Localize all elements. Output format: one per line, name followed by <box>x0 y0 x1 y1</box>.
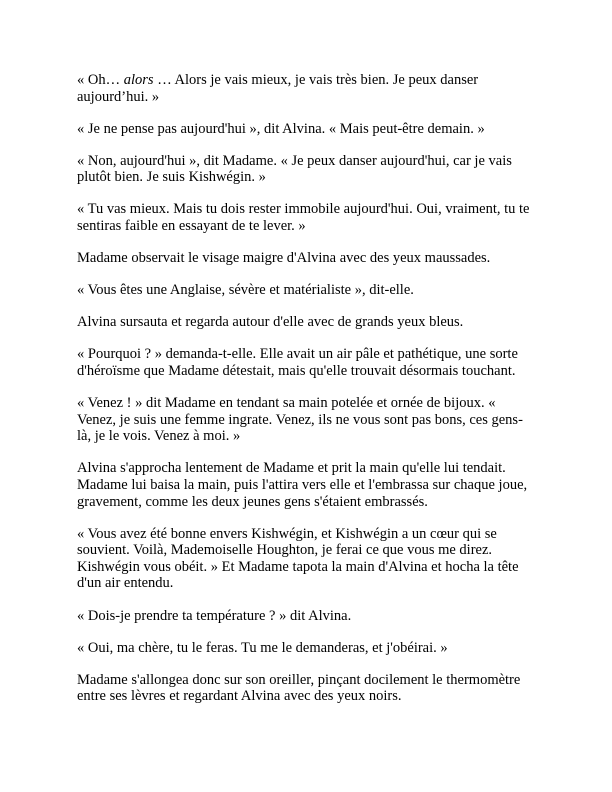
paragraph-9: « Venez ! » dit Madame en tendant sa main potelée et ornée de bijoux. « Venez, je suis une femme ingrate. Venez, ils ne vous sont pas bons, ces gens-là, je le vois. Venez à moi. » <box>77 395 523 445</box>
paragraph-13: « Oui, ma chère, tu le feras. Tu me le demanderas, et j'obéirai. » <box>77 639 448 656</box>
paragraph-6: « Vous êtes une Anglaise, sévère et matérialiste », dit-elle. <box>77 282 414 299</box>
paragraph-5: Madame observait le visage maigre d'Alvina avec des yeux maussades. <box>77 250 491 267</box>
paragraph-14: Madame s'allongea donc sur son oreiller, pinçant docilement le thermomètre entre ses lèvres et regardant Alvina avec des yeux noirs. <box>77 671 521 705</box>
paragraph-10: Alvina s'approcha lentement de Madame et prit la main qu'elle lui tendait. Madame lui baisa la main, puis l'attira vers elle et l'embrassa sur chaque joue, gravement, comme les deux jeunes gens s'étaient embrassés. <box>77 460 528 510</box>
paragraph-7: Alvina sursauta et regarda autour d'elle avec de grands yeux bleus. <box>77 314 464 331</box>
paragraph-11: « Vous avez été bonne envers Kishwégin, et Kishwégin a un cœur qui se souvient. Voilà, Mademoiselle Houghton, je ferai ce que vous me direz. Kishwégin vous obéit. » Et Madame tapota la main d'Alvina et hocha la tête d'un air entendu. <box>77 525 519 592</box>
paragraph-1-text-after: … Alors je vais mieux, je vais très bien. Je peux danser aujourd’hui. » <box>77 72 479 105</box>
paragraph-4: « Tu vas mieux. Mais tu dois rester immobile aujourd'hui. Oui, vraiment, tu te sentiras faible en essayant de te lever. » <box>77 201 530 235</box>
paragraph-12: « Dois-je prendre ta température ? » dit Alvina. <box>77 607 352 624</box>
paragraph-2: « Je ne pense pas aujourd'hui », dit Alvina. « Mais peut-être demain. » <box>77 120 485 137</box>
paragraph-1-italic-word: alors <box>123 72 154 88</box>
paragraph-1 <box>77 72 536 105</box>
paragraph-8: « Pourquoi ? » demanda-t-elle. Elle avait un air pâle et pathétique, une sorte d'héroïsme que Madame détestait, mais qu'elle trouvait désormais touchant. <box>77 346 518 380</box>
paragraph-3: « Non, aujourd'hui », dit Madame. « Je peux danser aujourd'hui, car je vais plutôt bien. Je suis Kishwégin. » <box>77 152 512 186</box>
paragraph-1-text-before: « Oh… <box>77 72 124 88</box>
